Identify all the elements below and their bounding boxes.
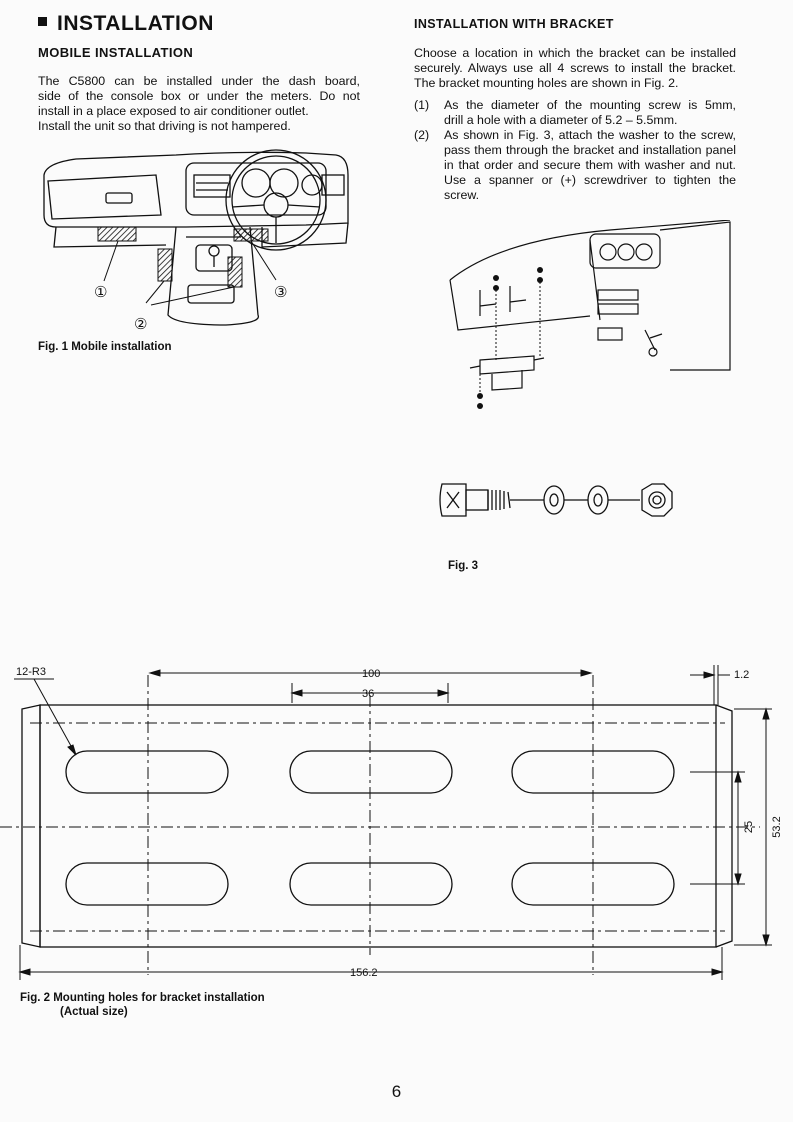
step-line: As the diameter of the mounting screw is 5mm, [444, 98, 736, 112]
bracket-step [414, 128, 736, 203]
dimension-100-label: 100 [362, 668, 381, 680]
dimension-radius-label: 12-R3 [16, 666, 46, 678]
bracket-installation-paragraph [414, 46, 736, 91]
bracket-installation-heading: INSTALLATION WITH BRACKET [414, 17, 614, 31]
bracket-steps-list [414, 98, 736, 203]
fig3-caption: Fig. 3 [448, 560, 479, 572]
bullet-square-icon [38, 17, 47, 26]
step-number: (1) [414, 98, 430, 112]
fig1-label-1: ① [94, 284, 108, 301]
mobile-installation-heading: MOBILE INSTALLATION [38, 45, 194, 60]
mobile-paragraph-line: The C5800 can be installed under the dash board, [38, 74, 360, 88]
bracket-paragraph-line: securely. Always use all 4 screws to install the bracket. [414, 61, 736, 75]
fig2-caption [20, 991, 265, 1019]
fig2-caption-line: (Actual size) [60, 1006, 128, 1018]
fig1-dashboard-illustration [36, 145, 366, 335]
step-line: in that order and secure them with washer and nut. [444, 158, 736, 172]
step-number: (2) [414, 128, 430, 142]
step-line: Use a spanner or (+) screwdriver to tighten the screw. [444, 173, 736, 202]
step-line: drill a hole with a diameter of 5.2 – 5.5mm. [444, 113, 678, 127]
step-line: As shown in Fig. 3, attach the washer to the screw, [444, 128, 736, 142]
page-number: 6 [391, 1082, 402, 1101]
bracket-paragraph-line: Choose a location in which the bracket can be installed [414, 46, 736, 60]
mobile-paragraph-line: side of the console box or under the meters. Do not [38, 89, 360, 103]
mobile-paragraph-line: install in a place exposed to air conditioner outlet. [38, 104, 309, 118]
fig2-mounting-template [0, 655, 793, 985]
bracket-dashboard-illustration [440, 220, 740, 420]
bracket-step [414, 98, 736, 128]
step-line: pass them through the bracket and installation panel [444, 143, 736, 157]
dimension-36-label: 36 [362, 688, 375, 700]
fig2-caption-line: Fig. 2 Mounting holes for bracket installation [20, 992, 265, 1004]
fig1-label-2: ② [134, 316, 148, 333]
fig1-label-3: ③ [274, 284, 288, 301]
mobile-installation-paragraph [38, 74, 360, 134]
dimension-53-label: 53.2 [771, 816, 783, 838]
mobile-paragraph-line: Install the unit so that driving is not hampered. [38, 119, 291, 133]
page-title: INSTALLATION [38, 12, 214, 36]
dimension-25-label: 25 [743, 820, 755, 834]
fig1-caption: Fig. 1 Mobile installation [38, 341, 172, 353]
dimension-overall-label: 156.2 [350, 967, 378, 979]
fig3-screw-assembly [438, 472, 688, 528]
bracket-paragraph-line: The bracket mounting holes are shown in Fig. 2. [414, 76, 679, 90]
dimension-thickness-label: 1.2 [734, 669, 750, 681]
